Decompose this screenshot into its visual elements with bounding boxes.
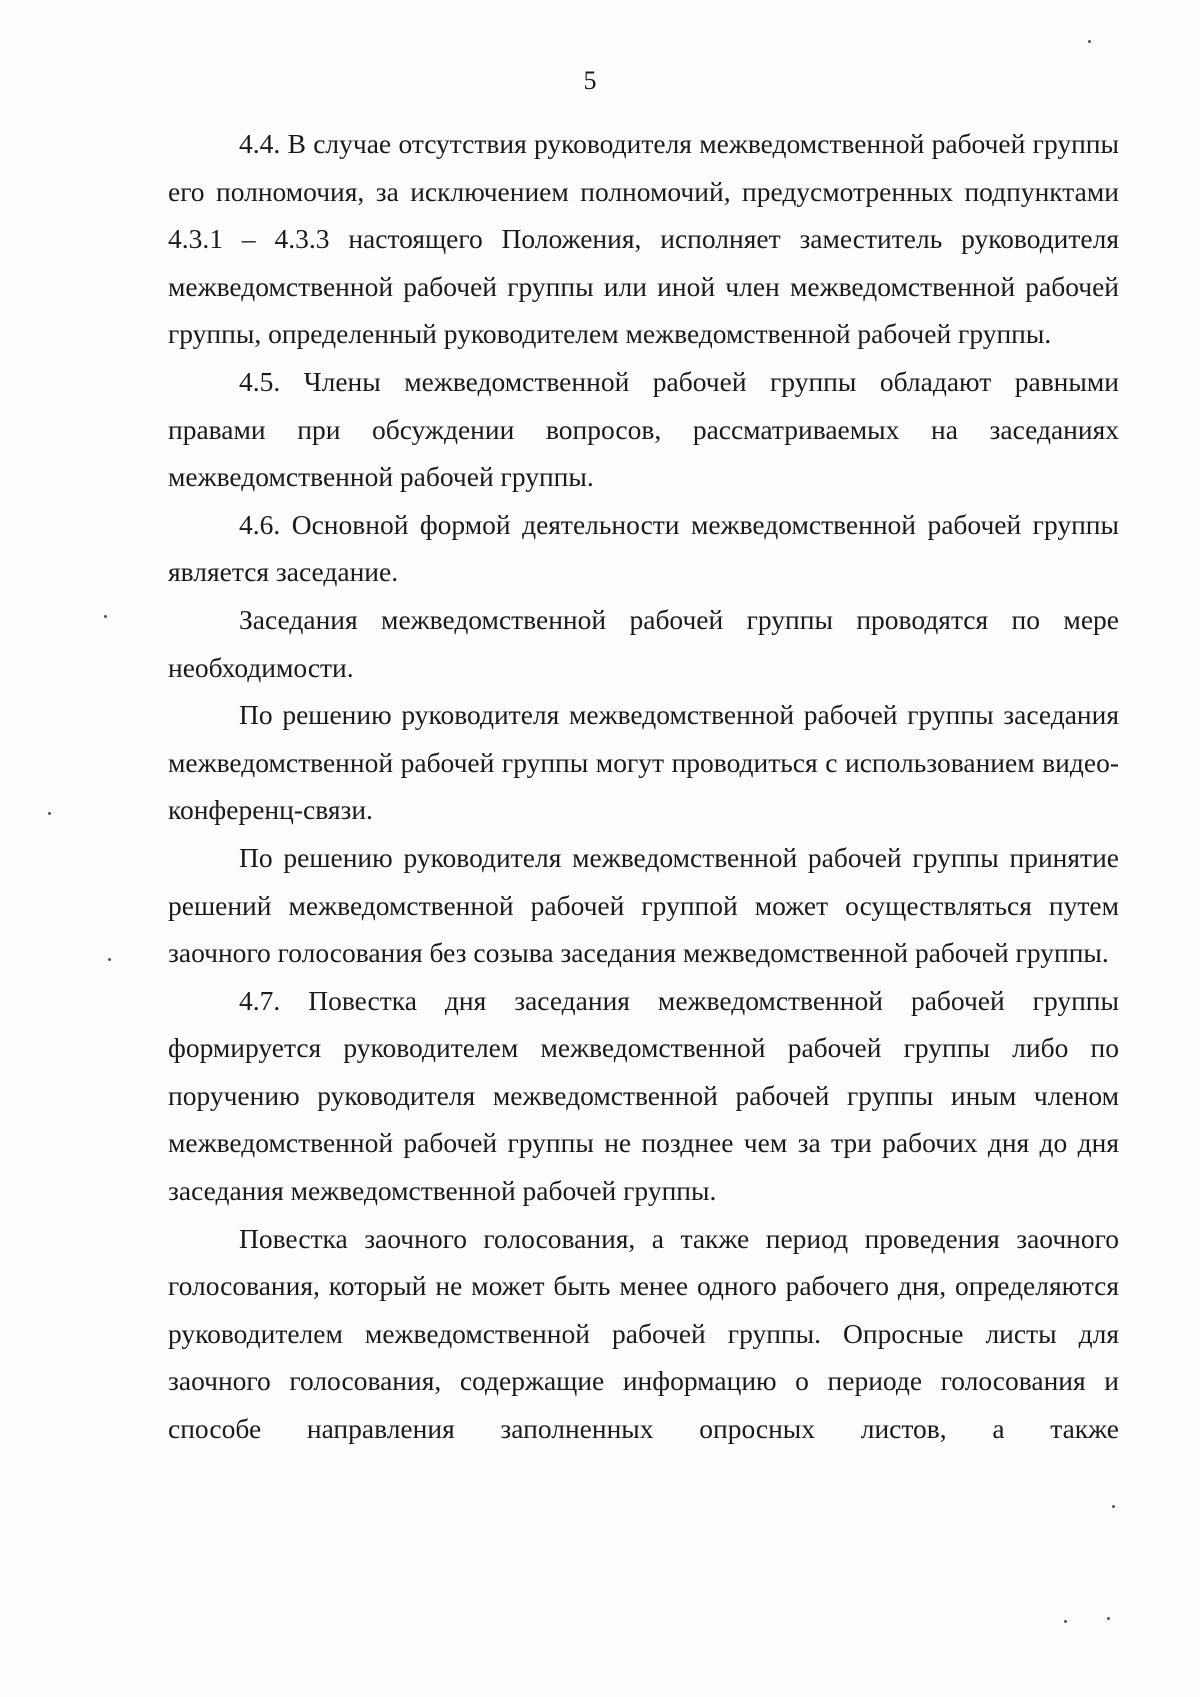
paragraph-4-6: 4.6. Основной формой деятельности межведомственной рабочей группы является заседание. bbox=[168, 508, 1119, 588]
paragraph-4-7: 4.7. Повестка дня заседания межведомственной рабочей группы формируется руководителем межведомственной рабочей группы либо по поручению руководителя межведомственной рабочей группы иным членом межведомственной рабочей группы не позднее чем за три рабочих дня до дня заседания межведомственной рабочей группы. bbox=[168, 984, 1119, 1207]
scan-speck bbox=[1088, 40, 1091, 43]
scan-speck bbox=[48, 812, 51, 815]
paragraph-video-conference: По решению руководителя межведомственной рабочей группы заседания межведомственной рабочей группы могут проводиться с использованием видео-конференц-связи. bbox=[168, 699, 1119, 826]
paragraph-4-4: 4.4. В случае отсутствия руководителя межведомственной рабочей группы его полномочия, за исключением полномочий, предусмотренных подпунктами 4.3.1 – 4.3.3 настоящего Положения, исполняет заместитель руководителя межведомственной рабочей группы или иной член межведомственной рабочей группы, определенный руководителем межведомственной рабочей группы. bbox=[168, 128, 1119, 350]
page-number: 5 bbox=[583, 66, 597, 95]
paragraph-absentee-agenda: Повестка заочного голосования, а также период проведения заочного голосования, который не может быть менее одного рабочего дня, определяются руководителем межведомственной рабочей группы. Опросные листы для заочного голосования, содержащие информацию о периоде голосования и способе направления заполненных опросных листов, а также bbox=[168, 1222, 1119, 1445]
scan-speck bbox=[104, 615, 107, 618]
scan-speck bbox=[108, 958, 111, 961]
paragraph-meetings-frequency: Заседания межведомственной рабочей группы проводятся по мере необходимости. bbox=[168, 603, 1119, 683]
paragraph-4-5: 4.5. Члены межведомственной рабочей группы обладают равными правами при обсуждении вопросов, рассматриваемых на заседаниях межведомственной рабочей группы. bbox=[168, 365, 1119, 493]
scan-speck bbox=[1107, 1617, 1110, 1620]
scan-speck bbox=[1112, 1505, 1115, 1508]
scan-speck bbox=[1064, 1620, 1067, 1623]
document-body bbox=[168, 120, 1119, 1453]
paragraph-absentee-voting: По решению руководителя межведомственной рабочей группы принятие решений межведомственной рабочей группой может осуществляться путем заочного голосования без созыва заседания межведомственной рабочей группы. bbox=[168, 841, 1119, 969]
